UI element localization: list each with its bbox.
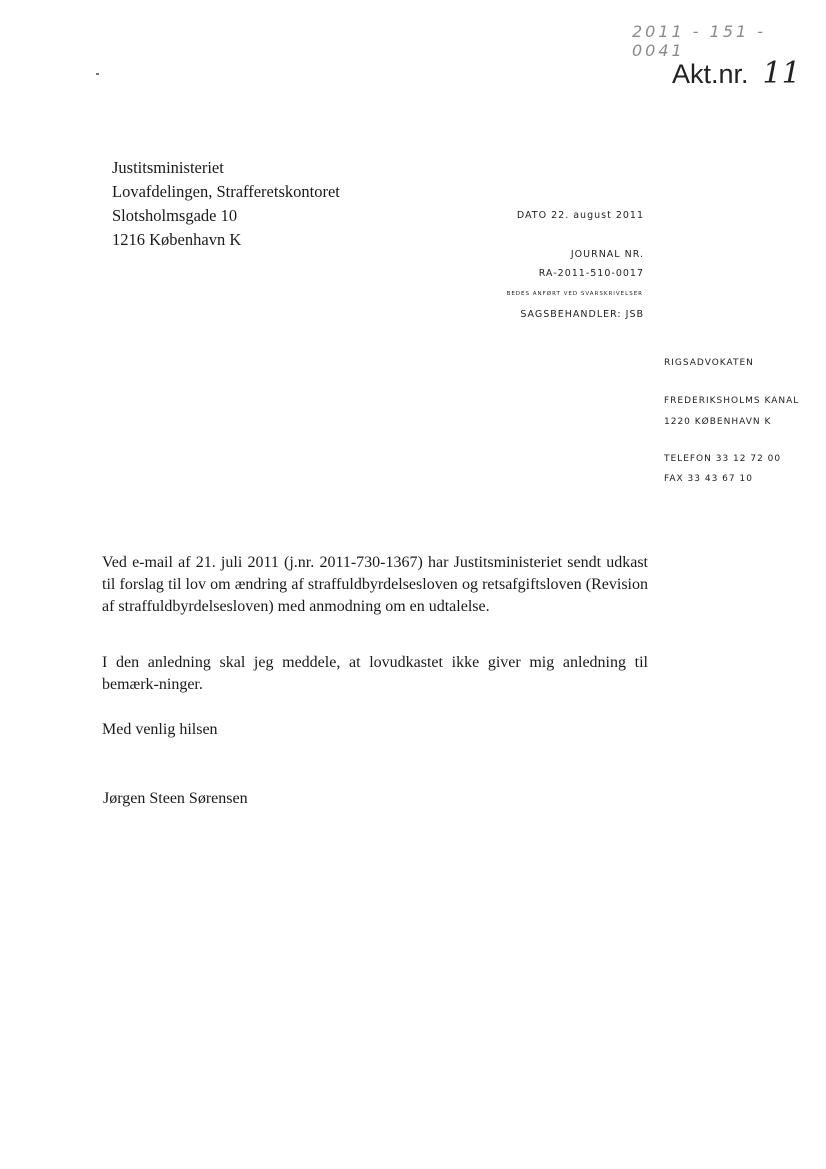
body-paragraph-1: Ved e-mail af 21. juli 2011 (j.nr. 2011-730-1367) har Justitsministeriet sendt udkast til forslag til lov om ændring af straffuldbyrdelsesloven og retsafgiftsloven (Revision af straffuldbyrdelsesloven) med anmodning om en udtalelse. xyxy=(102,554,648,615)
journal-number: RA-2011-510-0017 xyxy=(538,268,644,279)
recipient-line-1: Justitsministeriet xyxy=(112,158,224,177)
sender-organization: RIGSADVOKATEN xyxy=(664,358,754,368)
sender-street: FREDERIKSHOLMS KANAL xyxy=(664,396,800,406)
sender-fax: FAX 33 43 67 10 xyxy=(664,474,753,484)
sender-city: 1220 KØBENHAVN K xyxy=(664,417,772,427)
recipient-address xyxy=(112,156,340,252)
recipient-line-2: Lovafdelingen, Strafferetskontoret xyxy=(112,182,340,201)
akt-nr-label: Akt.nr. xyxy=(672,59,749,89)
akt-nr-stamp xyxy=(672,56,801,91)
letter-date: DATO 22. august 2011 xyxy=(516,210,644,221)
scan-speck xyxy=(96,73,99,75)
journal-label: JOURNAL NR. xyxy=(570,249,644,260)
closing-greeting: Med venlig hilsen xyxy=(102,721,218,738)
recipient-line-4: 1216 København K xyxy=(112,230,242,249)
akt-nr-value: 11 xyxy=(762,56,801,91)
body-paragraph-2: I den anledning skal jeg meddele, at lovudkastet ikke giver mig anledning til bemærk-ninger. xyxy=(102,654,648,693)
sender-telephone: TELEFON 33 12 72 00 xyxy=(664,454,782,464)
handwritten-case-number: 2011 - 151 - 0041 xyxy=(632,22,767,60)
signature-name: Jørgen Steen Sørensen xyxy=(103,790,248,807)
recipient-line-3: Slotsholmsgade 10 xyxy=(112,206,238,225)
case-handler: SAGSBEHANDLER: JSB xyxy=(520,309,644,320)
reference-note: BEDES ANFØRT VED SVARSKRIVELSER xyxy=(506,291,643,297)
